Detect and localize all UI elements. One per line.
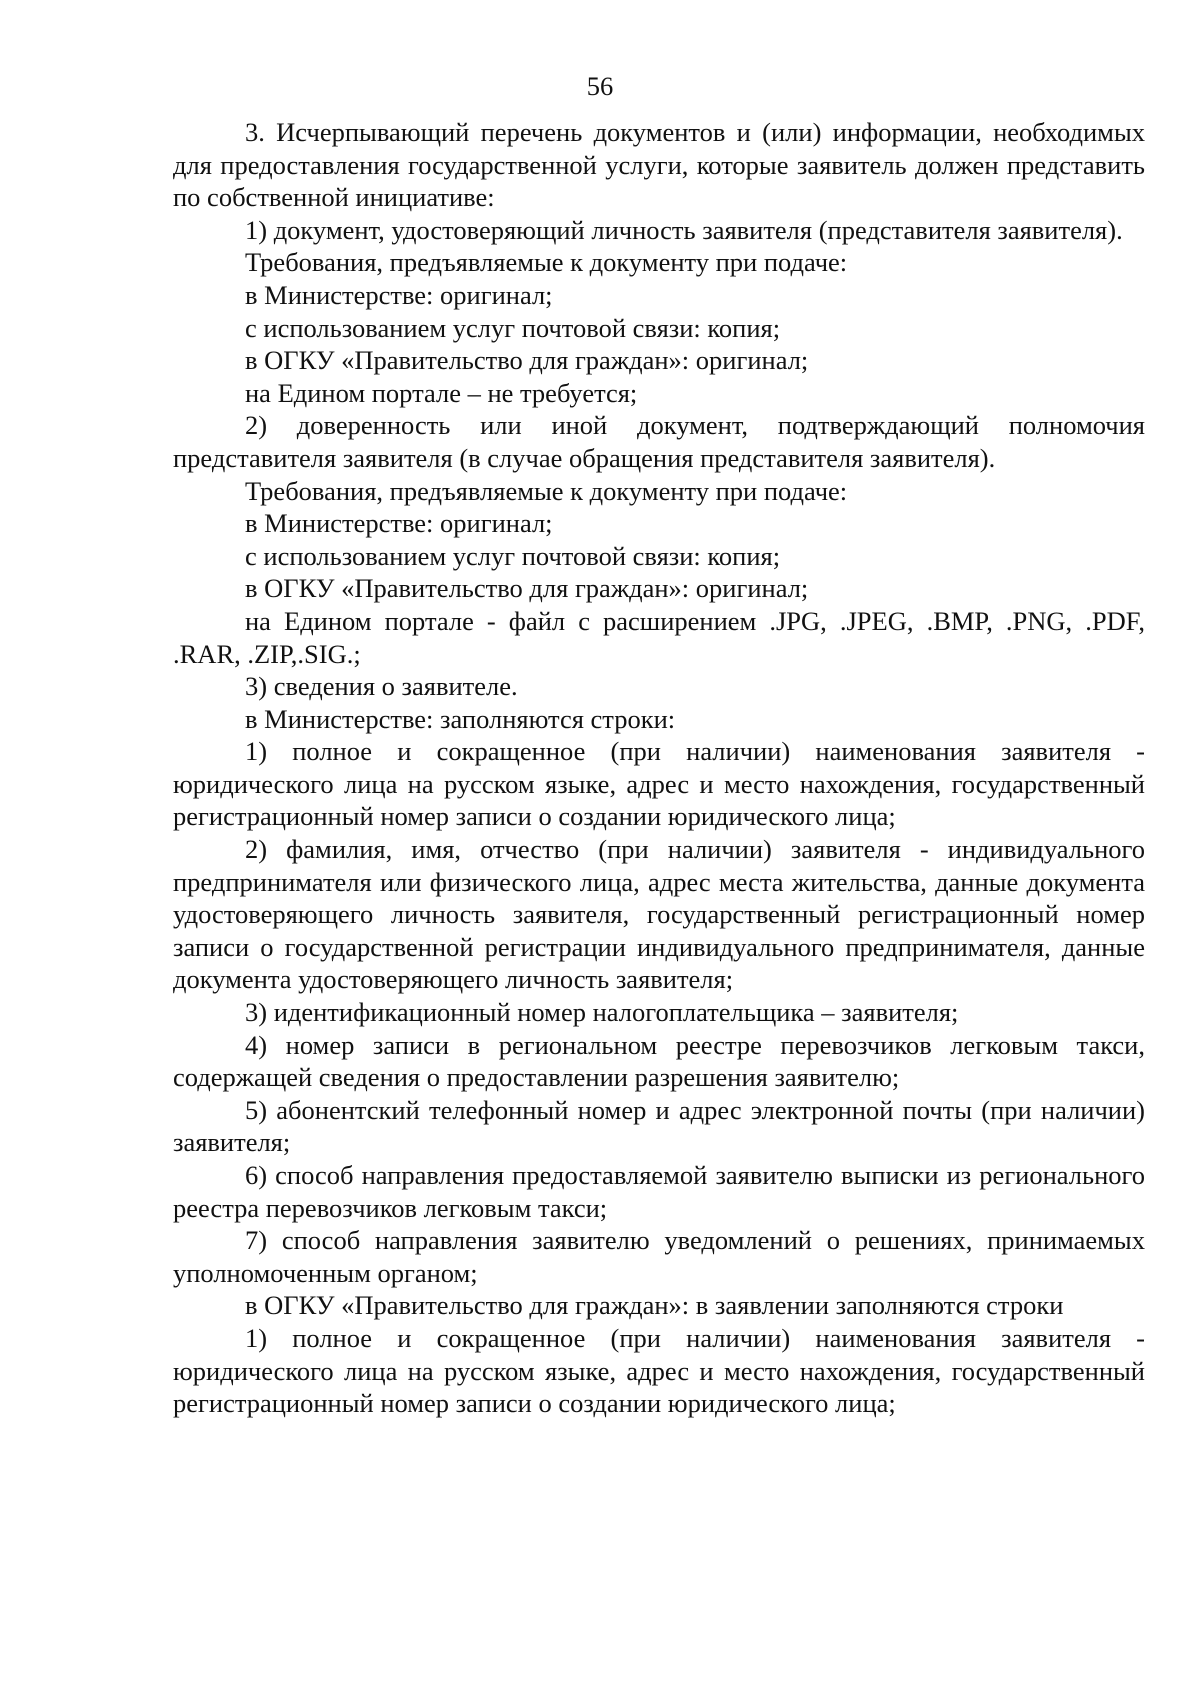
page-number: 56	[586, 71, 614, 101]
paragraph: 4) номер записи в региональном реестре перевозчиков легковым такси, содержащей сведения о предоставлении разрешения заявителю;	[173, 1029, 1145, 1093]
paragraph: Требования, предъявляемые к документу при подаче:	[245, 475, 848, 506]
paragraph: в Министерстве: оригинал;	[245, 279, 553, 310]
paragraph: в ОГКУ «Правительство для граждан»: оригинал;	[245, 573, 809, 604]
paragraph: Требования, предъявляемые к документу при подаче:	[245, 247, 848, 278]
paragraph: на Едином портале - файл с расширением .JPG, .JPEG, .BMP, .PNG, .PDF, .RAR, .ZIP,.SIG.;	[173, 605, 1145, 669]
paragraph: 6) способ направления предоставляемой заявителю выписки из регионального реестра перевозчиков легковым такси;	[173, 1160, 1145, 1223]
paragraph: в Министерстве: оригинал;	[245, 508, 553, 539]
paragraph: 1) документ, удостоверяющий личность заявителя (представителя заявителя).	[245, 214, 1123, 245]
paragraph: 7) способ направления заявителю уведомлений о решениях, принимаемых уполномоченным органом;	[173, 1225, 1145, 1288]
paragraph: в ОГКУ «Правительство для граждан»: оригинал;	[245, 345, 809, 376]
paragraph: 1) полное и сокращенное (при наличии) наименования заявителя - юридического лица на русском языке, адрес и место нахождения, государственный регистрационный номер записи о создании юридического лица;	[173, 736, 1145, 832]
paragraph: 2) фамилия, имя, отчество (при наличии) заявителя - индивидуального предпринимателя или физического лица, адрес места жительства, данные документа удостоверяющего личность заявителя, государственный регистрационный номер записи о государственной регистрации индивидуального предпринимателя, данные документа удостоверяющего личность заявителя;	[173, 834, 1145, 995]
paragraph: в Министерстве: заполняются строки:	[245, 703, 676, 734]
paragraph: 2) доверенность или иной документ, подтверждающий полномочия представителя заявителя (в случае обращения представителя заявителя).	[173, 410, 1145, 473]
document-body	[173, 116, 1145, 1420]
paragraph: 5) абонентский телефонный номер и адрес электронной почты (при наличии) заявителя;	[173, 1094, 1145, 1158]
paragraph: 1) полное и сокращенное (при наличии) наименования заявителя - юридического лица на русском языке, адрес и место нахождения, государственный регистрационный номер записи о создании юридического лица;	[173, 1322, 1145, 1419]
paragraph: с использованием услуг почтовой связи: копия;	[245, 540, 781, 571]
paragraph: 3) идентификационный номер налогоплательщика – заявителя;	[245, 997, 959, 1028]
paragraph: на Едином портале – не требуется;	[245, 377, 638, 408]
paragraph: с использованием услуг почтовой связи: копия;	[245, 312, 781, 343]
paragraph: в ОГКУ «Правительство для граждан»: в заявлении заполняются строки	[245, 1290, 1064, 1321]
paragraph: 3. Исчерпывающий перечень документов и (или) информации, необходимых для предоставления государственной услуги, которые заявитель должен представить по собственной инициативе:	[173, 117, 1145, 213]
paragraph: 3) сведения о заявителе.	[245, 671, 518, 702]
